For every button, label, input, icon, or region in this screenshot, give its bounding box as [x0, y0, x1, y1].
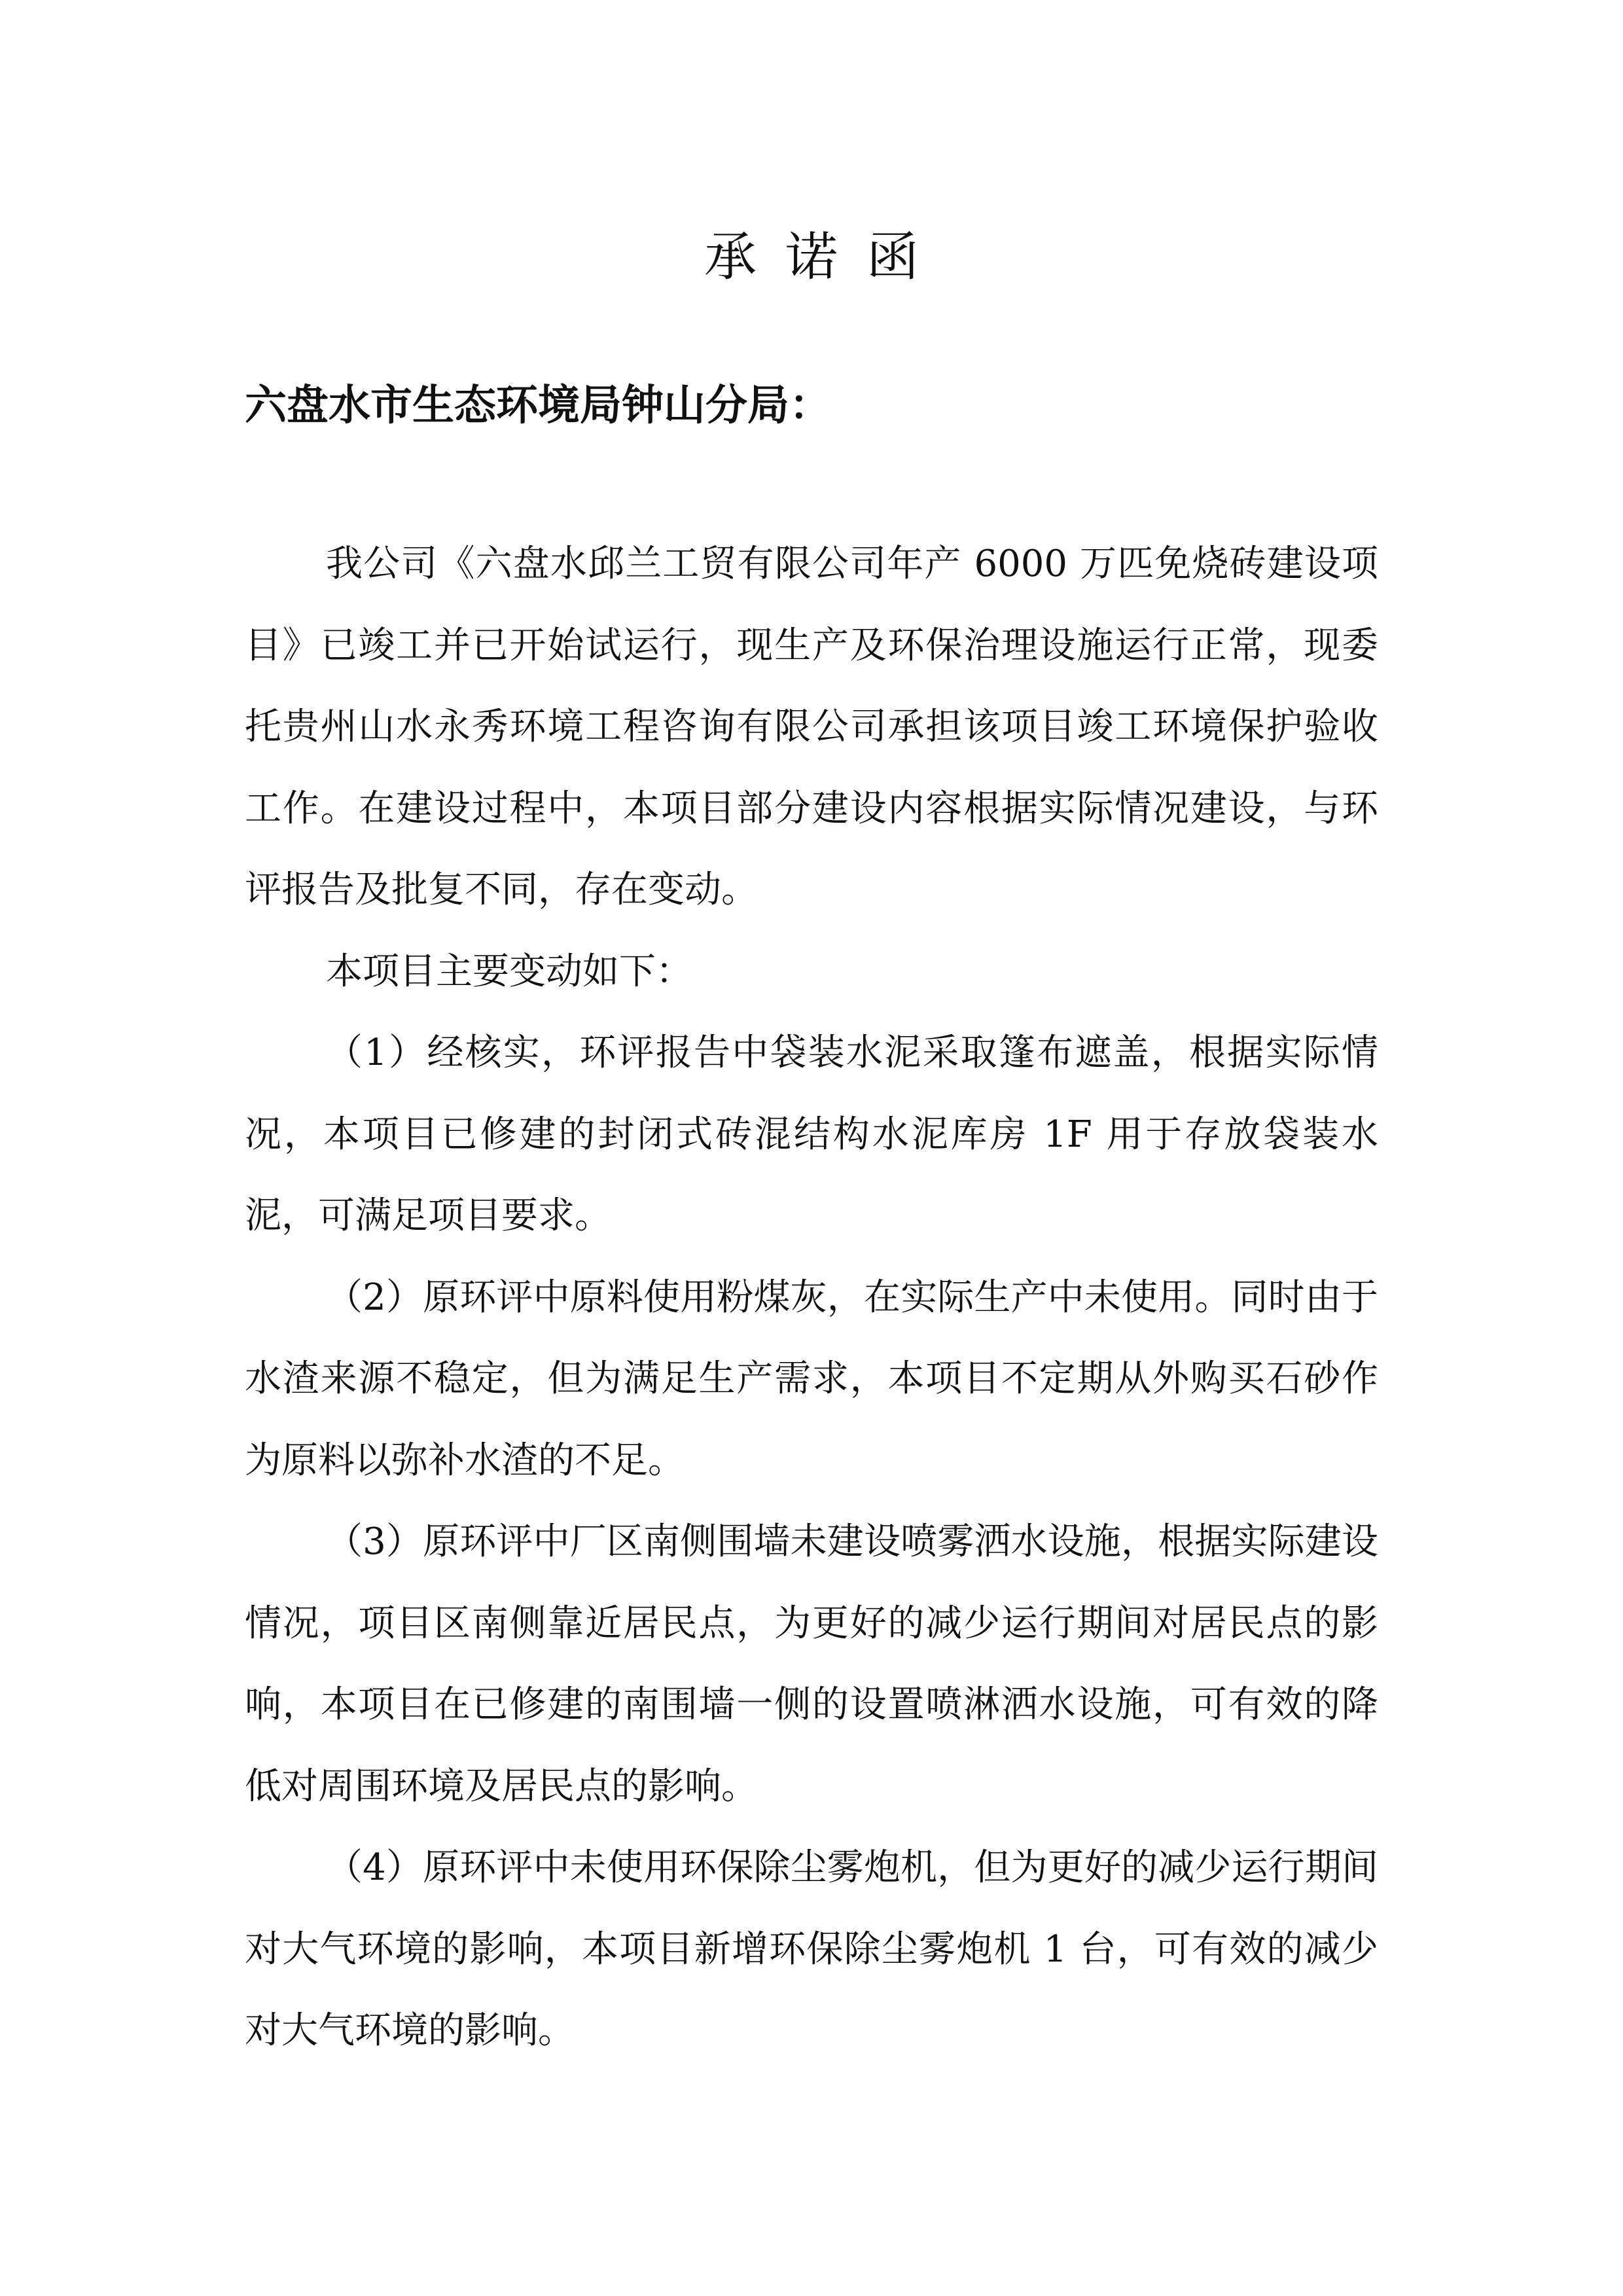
paragraph-change-2: （2）原环评中原料使用粉煤灰，在实际生产中未使用。同时由于水渣来源不稳定，但为满足生产需求，本项目不定期从外购买石砂作为原料以弥补水渣的不足。 — [245, 1276, 1378, 1482]
paragraph-change-4: （4）原环评中未使用环保除尘雾炮机，但为更好的减少运行期间对大气环境的影响，本项目新增环保除尘雾炮机 1 台，可有效的减少对大气环境的影响。 — [245, 1846, 1378, 2052]
paragraph-change-1: （1）经核实，环评报告中袋装水泥采取篷布遮盖，根据实际情况，本项目已修建的封闭式砖混结构水泥库房 1F 用于存放袋装水泥，可满足项目要求。 — [245, 1031, 1378, 1237]
paragraph-intro: 我公司《六盘水邱兰工贸有限公司年产 6000 万匹免烧砖建设项目》已竣工并已开始试运行，现生产及环保治理设施运行正常，现委托贵州山水永秀环境工程咨询有限公司承担该项目竣工环境保护验收工作。在建设过程中，本项目部分建设内容根据实际情况建设，与环评报告及批复不同，存在变动。 — [245, 543, 1378, 911]
paragraph-changes-heading: 本项目主要变动如下： — [326, 950, 692, 993]
letter-body — [245, 524, 1378, 2072]
paragraph-change-3: （3）原环评中厂区南侧围墙未建设喷雾洒水设施，根据实际建设情况，项目区南侧靠近居民点，为更好的减少运行期间对居民点的影响，本项目在已修建的南围墙一侧的设置喷淋洒水设施，可有效的降低对周围环境及居民点的影响。 — [245, 1520, 1378, 1808]
addressee-line: 六盘水市生态环境局钟山分局： — [245, 382, 831, 430]
document-title: 承诺函 — [704, 226, 948, 287]
